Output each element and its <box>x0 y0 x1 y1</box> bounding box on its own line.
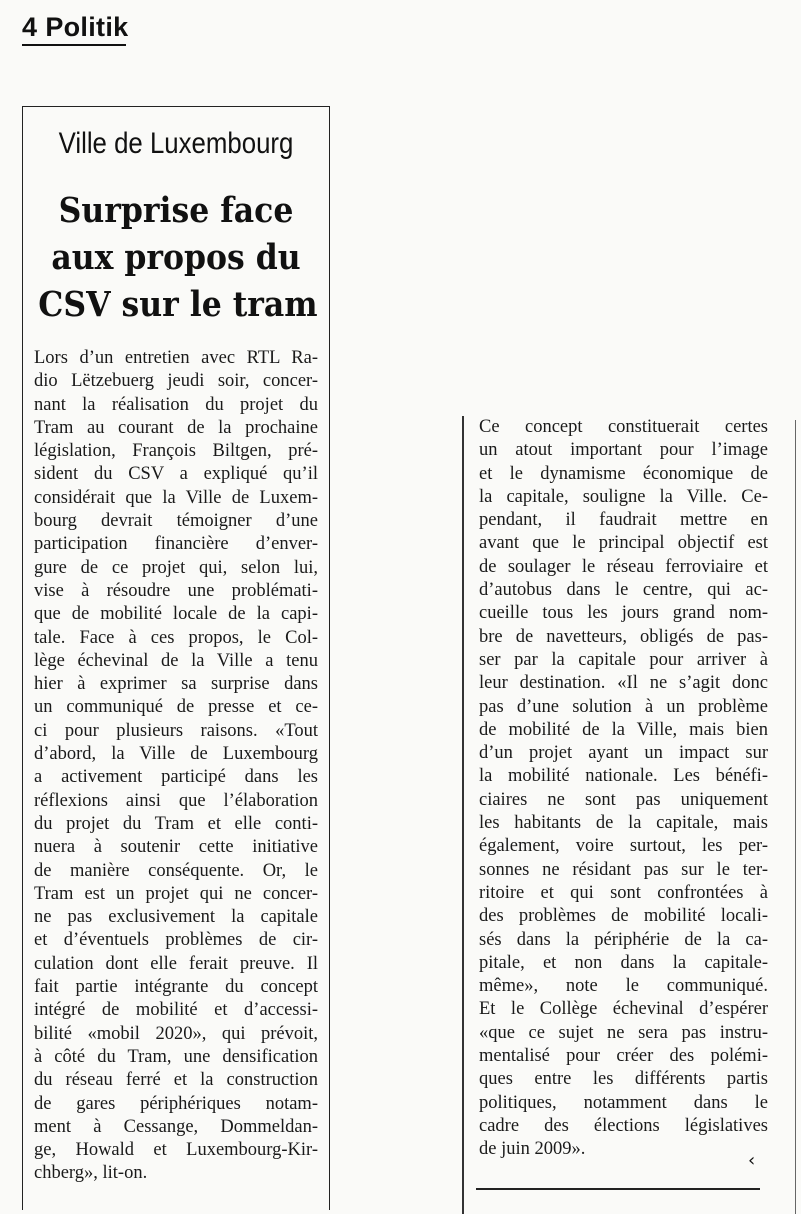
text-line: d’autobus dans le centre, qui ac- <box>479 580 768 601</box>
text-line: de soulager le réseau ferroviaire et <box>479 556 768 577</box>
text-line: les habitants de la capitale, mais <box>479 813 768 834</box>
column-divider <box>462 416 464 1214</box>
text-line: de gares périphériques notam- <box>34 1093 318 1114</box>
text-line: bourg devrait témoigner d’une <box>34 511 318 532</box>
text-line: d’abord, la Ville de Luxembourg <box>34 744 318 765</box>
text-line: à côté du Tram, une densification <box>34 1046 318 1067</box>
text-line: ment à Cessange, Dommeldan- <box>34 1116 318 1137</box>
text-line: sident du CSV a expliqué qu’il <box>34 464 318 485</box>
text-line: sés dans la périphérie de la ca- <box>479 929 768 950</box>
text-line: intégré de mobilité et d’accessi- <box>34 1000 318 1021</box>
text-line: pitale, et non dans la capitale- <box>479 952 768 973</box>
text-line: un communiqué de presse et ce- <box>34 697 318 718</box>
text-line: considérait que la Ville de Luxem- <box>34 487 318 508</box>
text-line: la mobilité nationale. Les bénéfi- <box>479 766 768 787</box>
text-line: pendant, il faudrait mettre en <box>479 510 768 531</box>
text-line: avant que le principal objectif est <box>479 533 768 554</box>
page-number: 4 <box>22 12 38 42</box>
text-line: ritoire et qui sont confrontées à <box>479 882 768 903</box>
text-line: d’un projet ayant un impact sur <box>479 743 768 764</box>
text-line: chberg», lit-on. <box>34 1163 148 1184</box>
text-line: cadre des élections législatives <box>479 1115 768 1136</box>
text-line: ne pas exclusivement la capitale <box>34 907 318 928</box>
text-line: participation financière d’enver- <box>34 534 318 555</box>
text-line: ciaires ne sont pas uniquement <box>479 789 768 810</box>
text-line: bre de navetteurs, obligés de pas- <box>479 626 768 647</box>
text-line: hier à exprimer sa surprise dans <box>34 674 318 695</box>
text-line: culation dont elle ferait preuve. Il <box>34 953 318 974</box>
text-line: de manière conséquente. Or, le <box>34 860 318 881</box>
headline-line: Surprise face <box>58 190 294 231</box>
text-line: du réseau ferré et la construction <box>34 1070 318 1091</box>
text-line: fait partie intégrante du concept <box>34 977 318 998</box>
text-line: cueille tous les jours grand nom- <box>479 603 768 624</box>
text-line: vise à résoudre une problémati- <box>34 580 318 601</box>
text-line: a activement participé dans les <box>34 767 318 788</box>
text-line: législation, François Biltgen, pré- <box>34 441 318 462</box>
text-line: de mobilité de la Ville, mais bien <box>479 719 768 740</box>
text-line: leur destination. «Il ne s’agit donc <box>479 673 768 694</box>
text-line: tale. Face à ces propos, le Col- <box>34 627 318 648</box>
text-line: réflexions ainsi que l’élaboration <box>34 790 318 811</box>
article-left-column <box>34 347 318 1186</box>
text-line: nant la réalisation du projet du <box>34 394 318 415</box>
text-line: Et le Collège échevinal d’espérer <box>479 999 768 1020</box>
text-line: du projet du Tram et elle conti- <box>34 813 318 834</box>
text-line: des problèmes de mobilité locali- <box>479 906 768 927</box>
text-line: «que ce sujet ne sera pas instru- <box>479 1022 768 1043</box>
text-line: Ce concept constituerait certes <box>479 417 768 437</box>
text-line: Tram est un projet qui ne concer- <box>34 883 318 904</box>
article-headline <box>38 187 318 328</box>
text-line: pas d’une solution à un problème <box>479 696 768 717</box>
section-header <box>22 12 128 43</box>
text-line: ge, Howald et Luxembourg-Kir- <box>34 1140 318 1161</box>
section-title: Politik <box>45 12 129 42</box>
text-line: mentalisé pour créer des polémi- <box>479 1046 768 1067</box>
article-right-column <box>479 416 768 1162</box>
page-edge-rule <box>795 420 796 1214</box>
end-of-article-mark: ‹ <box>748 1150 756 1171</box>
text-line: même», note le communiqué. <box>479 976 768 997</box>
text-line: de juin 2009». <box>479 1139 586 1160</box>
headline-line: aux propos du <box>51 237 301 278</box>
text-line: Tram au courant de la prochaine <box>34 417 318 438</box>
text-line: bilité «mobil 2020», qui prévoit, <box>34 1023 318 1044</box>
text-line: politiques, notamment dans le <box>479 1092 768 1113</box>
section-underline <box>22 44 126 46</box>
article-frame <box>22 106 330 1210</box>
article-end-rule <box>476 1188 760 1190</box>
text-line: également, voire surtout, les per- <box>479 836 768 857</box>
text-line: ci pour plusieurs raisons. «Tout <box>34 720 318 741</box>
text-line: et d’éventuels problèmes de cir- <box>34 930 318 951</box>
text-line: que de mobilité locale de la capi- <box>34 604 318 625</box>
text-line: la capitale, souligne la Ville. Ce- <box>479 486 768 507</box>
headline-line: CSV sur le tram <box>38 284 318 325</box>
text-line: lège échevinal de la Ville a tenu <box>34 650 318 671</box>
text-line: Lors d’un entretien avec RTL Ra- <box>34 348 318 368</box>
text-line: sonnes ne résidant pas sur le ter- <box>479 859 768 880</box>
text-line: ser par la capitale pour arriver à <box>479 649 768 670</box>
text-line: et le dynamisme économique de <box>479 463 768 484</box>
text-line: dio Lëtzebuerg jeudi soir, concer- <box>34 371 318 392</box>
text-line: nuera à soutenir cette initiative <box>34 837 318 858</box>
text-line: ques entre les différents partis <box>479 1069 768 1090</box>
text-line: gure de ce projet qui, selon lui, <box>34 557 318 578</box>
article-kicker: Ville de Luxembourg <box>58 127 294 160</box>
text-line: un atout important pour l’image <box>479 440 768 461</box>
